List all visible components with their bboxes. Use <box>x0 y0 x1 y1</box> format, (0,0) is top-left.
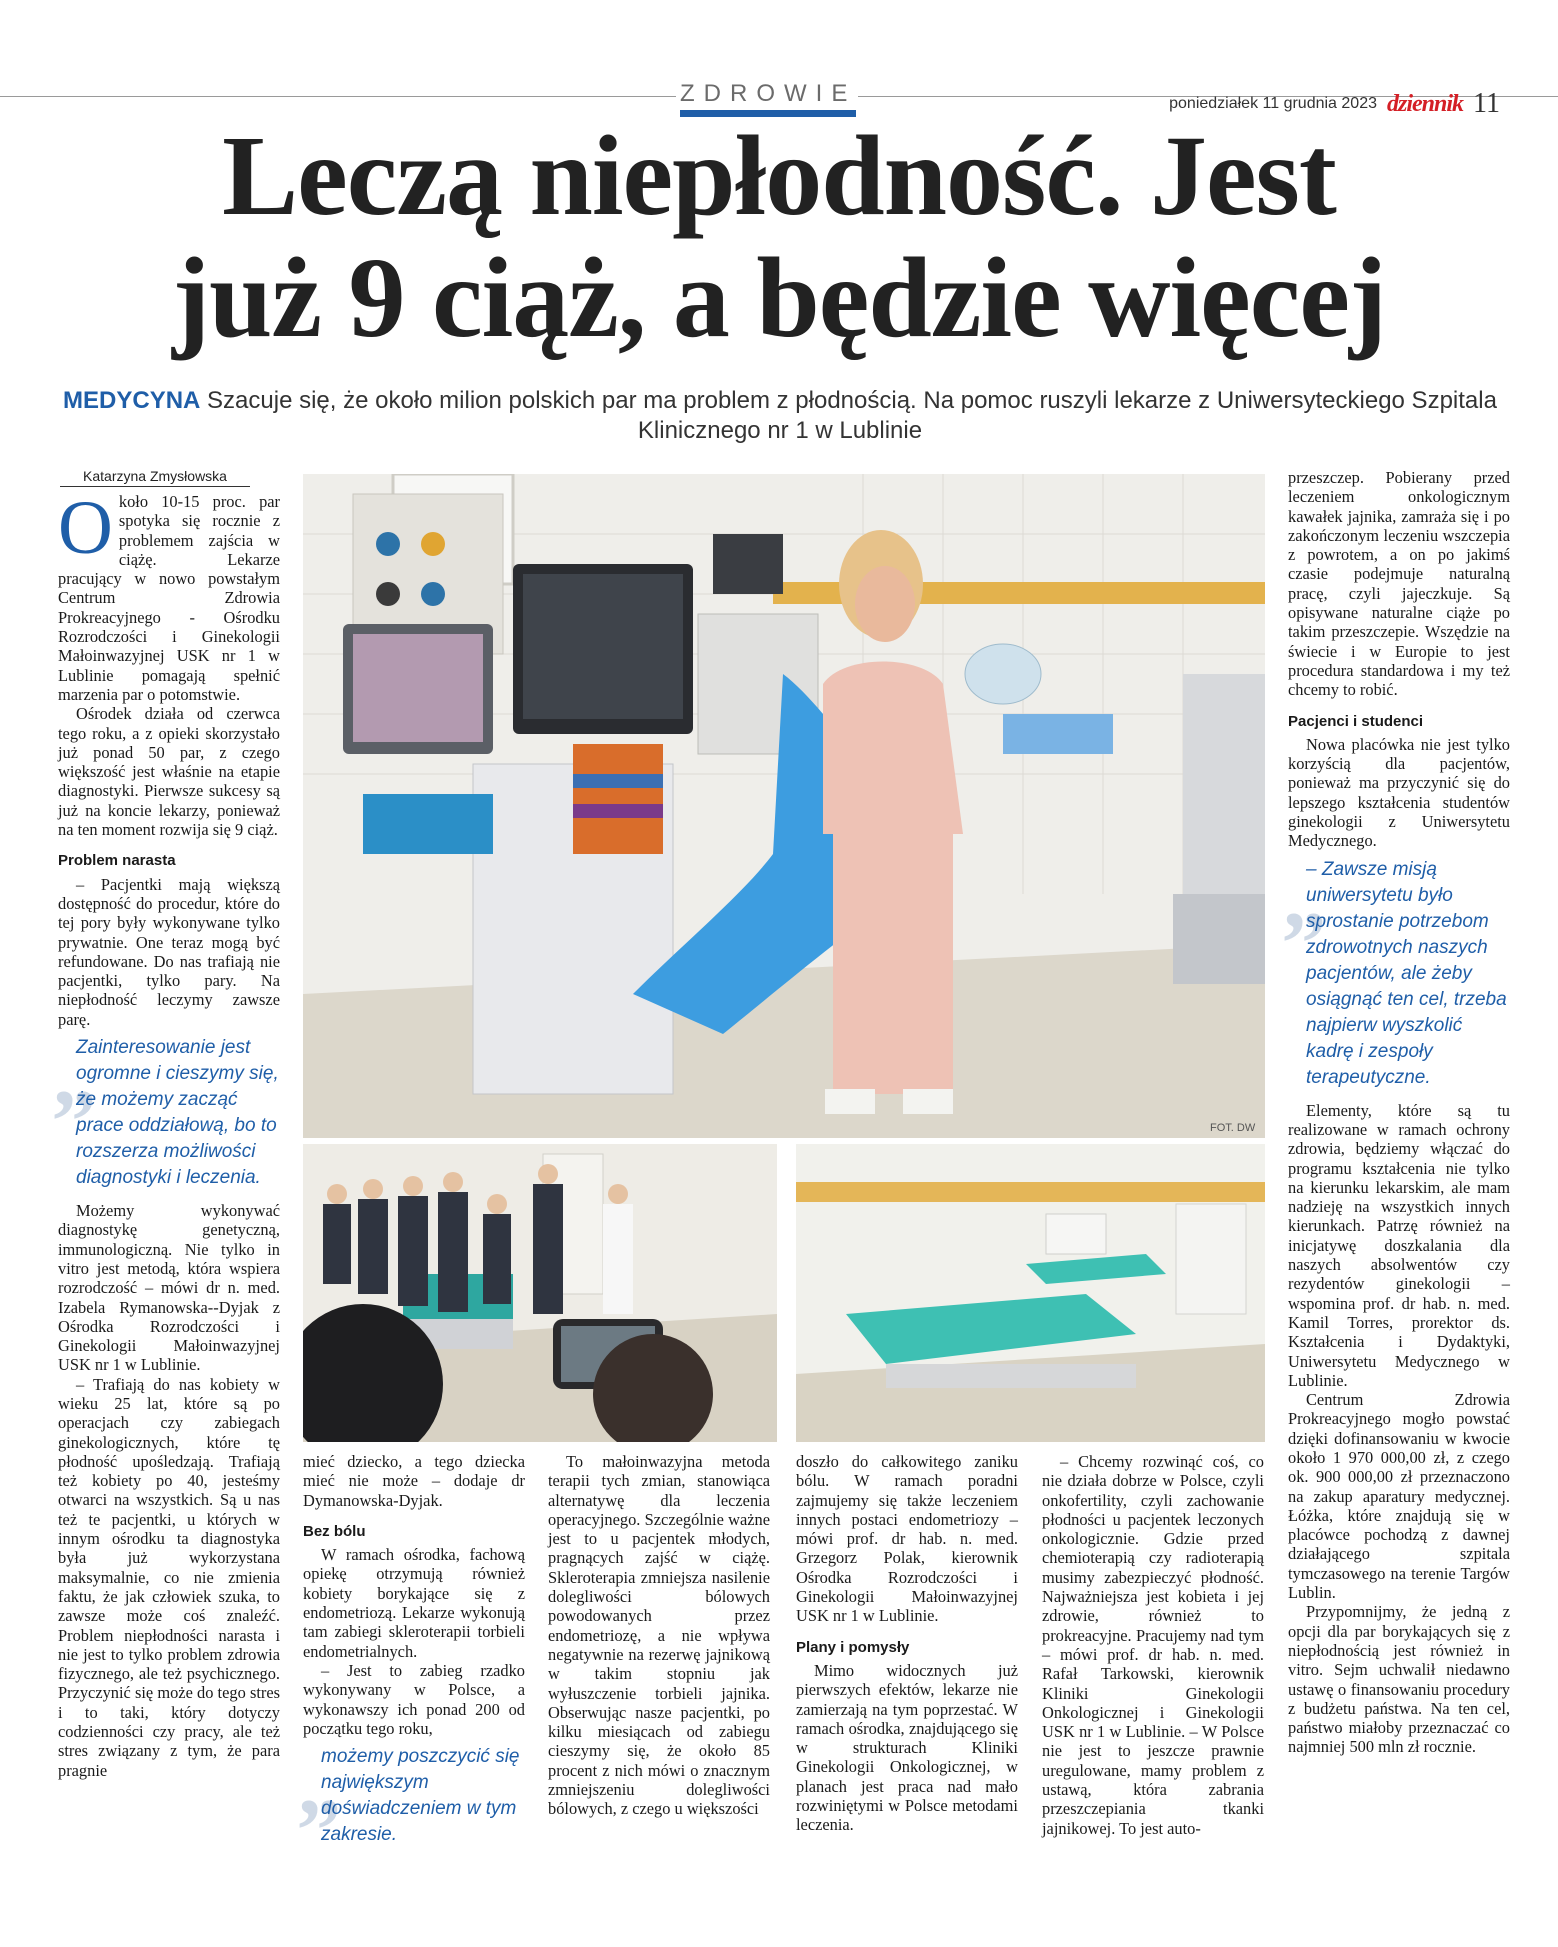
lead-paragraph <box>60 386 1500 446</box>
photo-operating-room <box>303 474 1265 1138</box>
newspaper-logo: dziennik <box>1387 90 1464 117</box>
paragraph: Przypomnijmy, że jedną z opcji dla par borykających się z niepłodnością jest również in vitro. Sejm uchwalił niedawno ustawę o finansowaniu procedury z budżetu państwa. Na ten cel, państwo miałoby przeznaczać co najmniej 500 mln zł rocznie. <box>1288 1602 1510 1757</box>
column-4 <box>796 1452 1018 1835</box>
paragraph: koło 10-15 proc. par spotyka się rocznie z problemem zajścia w ciążę. Lekarze pracujący w nowo powstałym Centrum Zdrowia Prokreacyjnego - Ośrodku Rozrodczości i Ginekologii Małoinwazyjnej USK nr 1 w Lublinie pomagają spełnić marzenia par o potomstwie. <box>58 492 280 704</box>
pull-quote: „ Zainteresowanie jest ogromne i cieszymy się, że możemy zacząć prace oddziałową, bo to rozszerza możliwości diagnostyki i leczenia. <box>52 1026 279 1189</box>
drop-cap: O <box>58 486 113 570</box>
photo-hospital-room-image <box>796 1144 1265 1442</box>
paragraph: – Trafiają do nas kobiety w wieku 25 lat, które są po operacjach czy zabiegach ginekologicznych, które tę płodność upośledzają. Trafiają też kobiety po 40, jesteśmy otwarci na wszystkich. Są u nas też te pacjentki, u których w innym ośrodku ta diagnostyka była już wykorzystana maksymalnie, co nie zmienia faktu, że jak człowiek szuka, to zawsze może coś znaleźć. Problem niepłodności narasta i nie jest to tylko problem zdrowia fizycznego, ale też psychicznego. Przyczynić się może do tego stres i to taki, który dotyczy codzienności czy pracy, ale też stres związany z tym, że para pragnie <box>58 1374 280 1780</box>
paragraph: Nowa placówka nie jest tylko korzyścią dla pacjentów, ponieważ ma przyczynić się do lepszego kształcenia studentów ginekologii z Uniwersytetu Medycznego. <box>1288 734 1510 851</box>
lead-text: Szacuje się, że około milion polskich par ma problem z płodnością. Na pomoc ruszyli lekarze z Uniwersyteckiego Szpitala Klinicznego nr 1 w Lublinie <box>207 387 1497 444</box>
paragraph: Elementy, które są tu realizowane w ramach ochrony zdrowia, będziemy włączać do programu kształcenia nie tylko na kierunku lekarskim, ale mam nadzieję na wszystkich innych kierunkach. Patrzę również na inicjatywę doszkalania dla naszych absolwentów czy rezydentów ginekologii – wspomina prof. dr hab. n. med. Kamil Torres, prorektor ds. Kształcenia i Dydaktyki, Uniwersytetu Medycznego w Lublinie. <box>1288 1100 1510 1390</box>
paragraph: – Pacjentki mają większą dostępność do procedur, które do tej pory były wykonywane tylko prywatnie. One teraz mogą być refundowane. Do nas trafiają nie pacjentki, tylko pary. Na niepłodność leczymy zawsze parę. <box>58 874 280 1029</box>
subheading: Pacjenci i studenci <box>1288 712 1424 730</box>
byline: Katarzyna Zmysłowska <box>60 468 250 487</box>
quote-mark-icon: „ <box>297 1735 342 1835</box>
column-1 <box>52 486 280 1780</box>
quote-mark-icon: „ <box>1282 847 1327 947</box>
photo-credit: FOT. DW <box>1210 1122 1256 1134</box>
paragraph: Mimo widocznych już pierwszych efektów, lekarze nie zamierzają na tym poprzestać. W ramach ośrodka, znajdującego się w strukturach Kliniki Ginekologii Onkologicznej, w planach jest praca nad mało rozwiniętymi w Polsce metodami leczenia. <box>796 1660 1018 1835</box>
paragraph: przeszczep. Pobierany przed leczeniem onkologicznym kawałek jajnika, zamraża się i po zakończonym leczeniu wszczepia z powrotem, a on po jakimś czasie podejmuje naturalną pracę, czyli jajeczkuje. Są opisywane naturalne ciąże po takim przeszczepie. Wszędzie na świecie i w Europie to jest procedura standardowa i my też chcemy to robić. <box>1288 468 1510 700</box>
column-6 <box>1282 468 1510 1757</box>
photo-team-group-image <box>303 1144 777 1442</box>
section-label: ZDROWIE <box>680 80 857 107</box>
paragraph: – Chcemy rozwinąć coś, co nie działa dobrze w Polsce, czyli onkofertility, czyli zachowanie płodności u pacjentek leczonych onkologicznie. Gdzie przed chemioterapią czy radioterapią musimy zabezpieczyć płodność. Najważniejsza jest kobieta i jej zdrowie, również to prokreacyjne. Pracujemy nad tym – mówi prof. dr hab. n. med. Rafał Tarkowski, kierownik Kliniki Ginekologii Onkologicznej i Ginekologii USK nr 1 w Lublinie. – W Polsce nie jest to jeszcze prawnie uregulowane, mamy problem z ustawą, która zabrania przeszczepiania tkanki jajnikowej. To jest auto- <box>1042 1452 1264 1838</box>
pull-quote: „ możemy poszczycić się największym doświadczeniem w tym zakresie. <box>297 1735 520 1846</box>
paragraph: Centrum Zdrowia Prokreacyjnego mogło powstać dzięki dofinansowaniu w kwocie około 1 970 000,00 zł, z czego ok. 900 000,00 zł przeznaczono na zakup aparatury medycznej. Łóżka, które znajdują się w placówce pochodzą z dawnej działającego szpitala tymczasowego na terenie Targów Lublin. <box>1288 1390 1510 1603</box>
headline <box>44 112 1514 361</box>
subheading: Problem narasta <box>58 852 176 870</box>
pull-quote: „ – Zawsze misją uniwersytetu było sprostanie potrzebom zdrowotnych naszych pacjentów, ale żeby osiągnąć ten cel, trzeba najpierw wyszkolić kadrę i zespoły terapeutyczne. <box>1282 847 1507 1088</box>
subheading: Plany i pomysły <box>796 1638 910 1656</box>
headline-line-2: już 9 ciąż, a będzie więcej <box>172 234 1386 361</box>
column-5 <box>1042 1452 1264 1838</box>
photo-hospital-room <box>796 1144 1265 1442</box>
paragraph: doszło do całkowitego zaniku bólu. W ramach poradni zajmujemy się także leczeniem innych postaci endometriozy – mówi prof. dr hab. n. med. Grzegorz Polak, kierownik Ośrodka Rozrodczości i Ginekologii Małoinwazyjnej USK nr 1 w Lublinie. <box>796 1452 1018 1626</box>
column-3 <box>548 1452 770 1819</box>
paragraph: Ośrodek działa od czerwca tego roku, a z opieki skorzystało już ponad 50 par, z czego większość jest właśnie na etapie diagnostyki. Pierwsze sukcesy są już na koncie lekarzy, ponieważ na ten moment rozwija się 9 ciąż. <box>58 704 280 840</box>
quote-mark-icon: „ <box>52 1026 97 1126</box>
subheading: Bez bólu <box>303 1522 366 1540</box>
paragraph: mieć dziecko, a tego dziecka mieć nie może – dodaje dr Dymanowska-Dyjak. <box>303 1452 525 1510</box>
lead-label: MEDYCYNA <box>63 387 201 414</box>
paragraph: – Jest to zabieg rzadko wykonywany w Polsce, a wykonawszy ich ponad 200 od początku tego roku, <box>303 1660 525 1738</box>
headline-line-1: Leczą niepłodność. Jest <box>222 112 1336 239</box>
issue-date: poniedziałek 11 grudnia 2023 <box>1169 95 1377 112</box>
photo-team-group <box>303 1144 777 1442</box>
page-number: 11 <box>1473 88 1500 119</box>
paragraph: Możemy wykonywać diagnostykę genetyczną, immunologiczną. Nie tylko in vitro jest metodą, która wspiera rozrodczość – mówi dr n. med. Izabela Rymanowska--Dyjak z Ośrodka Rozrodczości i Ginekologii Małoinwazyjnej USK nr 1 w Lublinie. <box>58 1201 280 1375</box>
column-2 <box>297 1452 525 1858</box>
paragraph: To małoinwazyjna metoda terapii tych zmian, stanowiąca alternatywę dla leczenia operacyjnego. Szczególnie ważne jest to u pacjentek młodych, pragnących zajść w ciążę. Skleroterapia zmniejsza nasilenie dolegliwości bólowych powodowanych przez endometriozę, a nie wpływa negatywnie na rezerwę jajnikową w takim stopniu jak wyłuszczenie torbieli jajnika. Obserwując nasze pacjentki, po kilku miesiącach od zabiegu cieszymy się, że około 85 procent z nich mówi o znacznym zmniejszeniu dolegliwości bólowych, z czego u większości <box>548 1452 770 1819</box>
paragraph: W ramach ośrodka, fachową opiekę otrzymują również kobiety borykające się z endometriozą. Lekarze wykonują tam zabiegi skleroterapii torbieli endometrialnych. <box>303 1545 525 1661</box>
photo-operating-room-image <box>303 474 1265 1138</box>
